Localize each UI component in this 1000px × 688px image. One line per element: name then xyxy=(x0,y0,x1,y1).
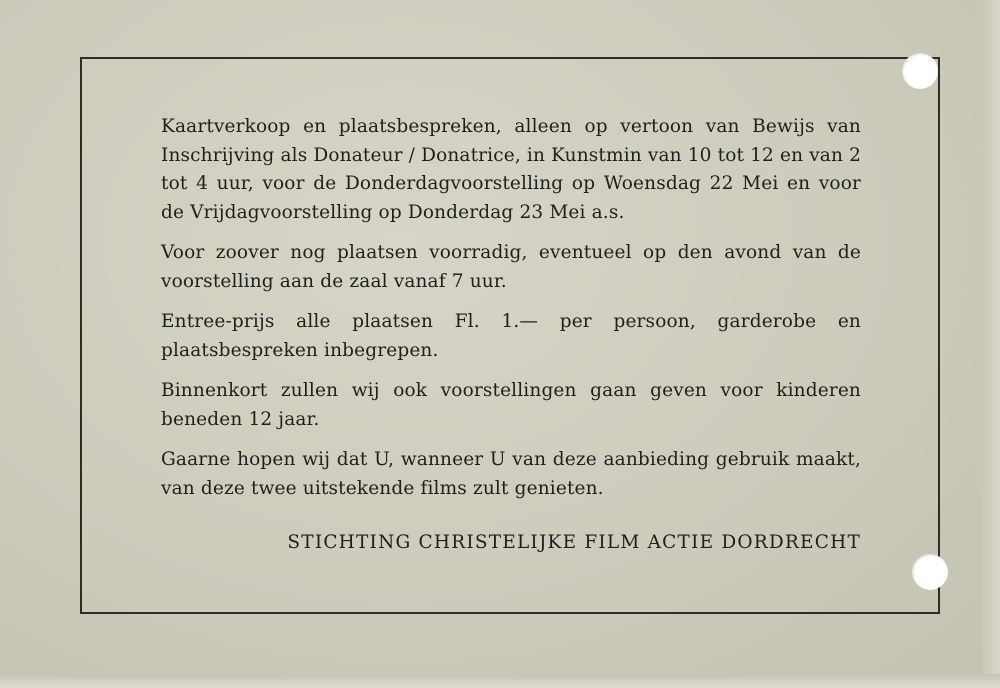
paragraph-entry-price: Entree-prijs alle plaatsen Fl. 1.— per persoon, garderobe en plaatsbespreken inbegrepen. xyxy=(161,311,861,361)
body-text xyxy=(161,113,861,515)
punch-hole-bottom xyxy=(912,554,948,590)
paragraph-ticket-sales: Kaartverkoop en plaatsbespreken, alleen op vertoon van Bewijs van Inschrijving als Donateur / Donatrice, in Kunstmin van 10 tot 12 en van 2 tot 4 uur, voor de Donderdagvoorstelling op Woensdag 22 Mei en voor de Vrijdagvoorstelling op Donderdag 23 Mei a.s. xyxy=(161,116,861,223)
signature-organization: STICHTING CHRISTELIJKE FILM ACTIE DORDRECHT xyxy=(287,532,861,553)
paragraph-remaining-seats: Voor zoover nog plaatsen voorradig, eventueel op den avond van de voorstelling aan de zaal vanaf 7 uur. xyxy=(161,242,861,292)
paragraph-closing: Gaarne hopen wij dat U, wanneer U van deze aanbieding gebruik maakt, van deze twee uitstekende films zult genieten. xyxy=(161,449,861,499)
paper-edge-bottom xyxy=(0,674,1000,688)
paper-edge-right xyxy=(982,0,1000,688)
paragraph-children-shows: Binnenkort zullen wij ook voorstellingen gaan geven voor kinderen beneden 12 jaar. xyxy=(161,380,861,430)
punch-hole-top xyxy=(902,53,938,89)
